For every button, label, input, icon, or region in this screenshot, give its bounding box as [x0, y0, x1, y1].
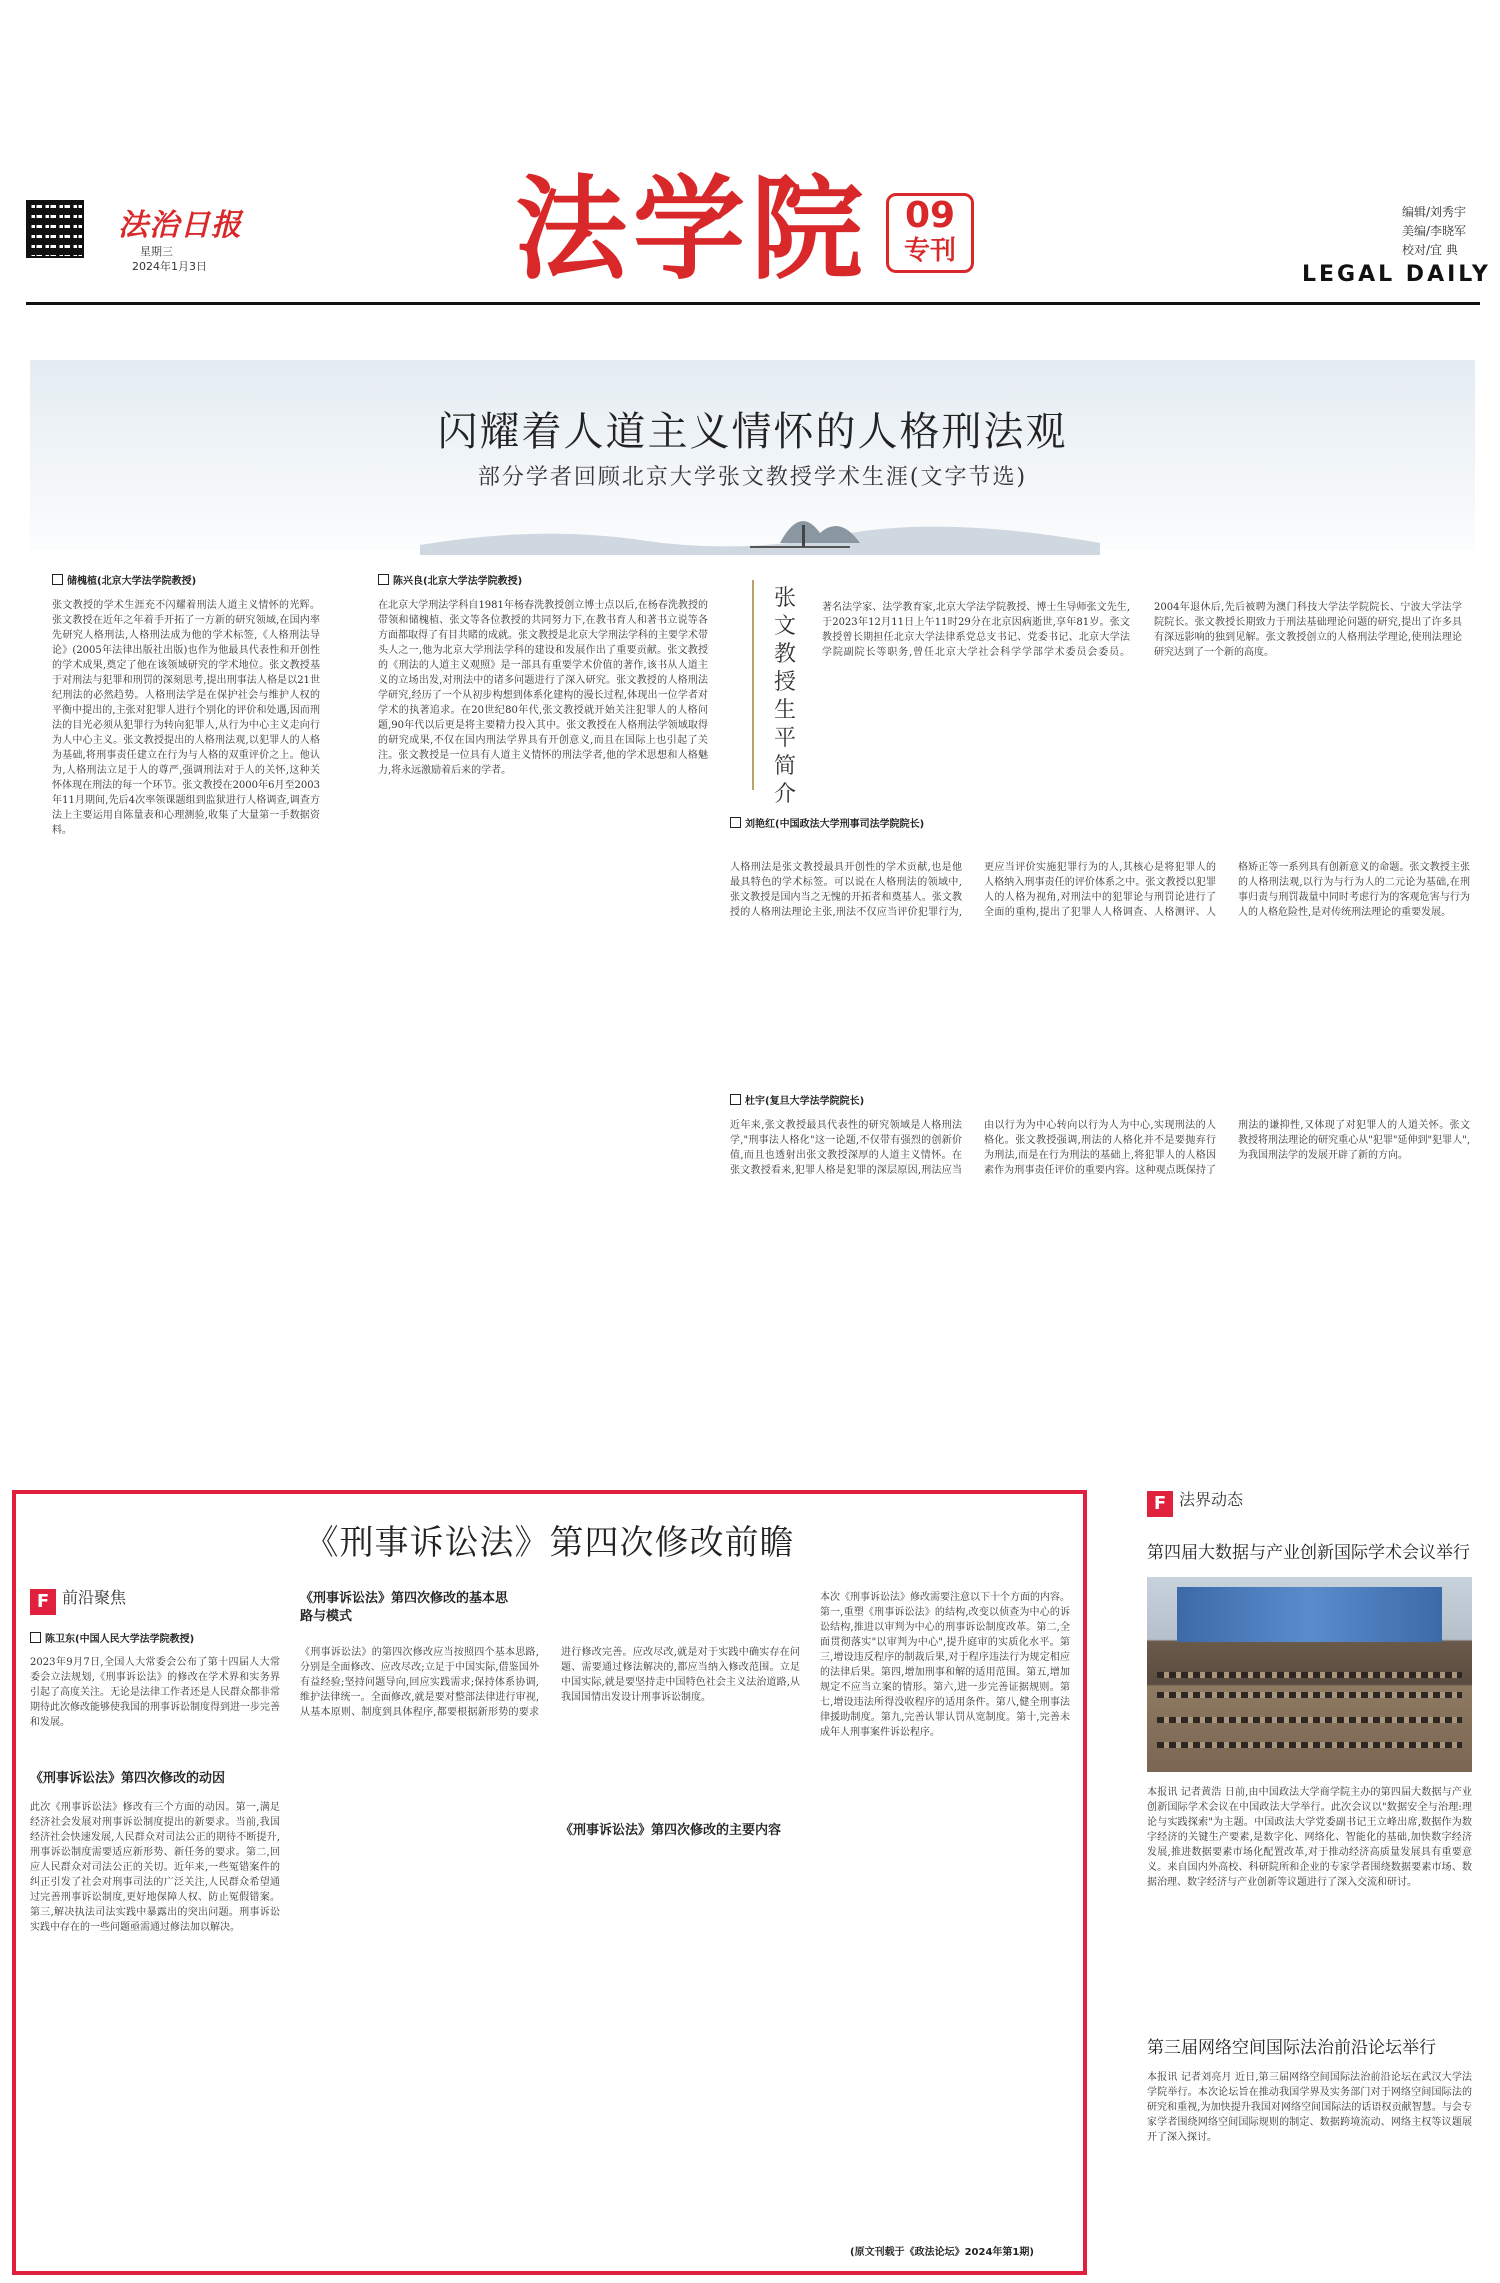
art-editor-credit: 美编/李晓军	[1402, 224, 1467, 238]
lower-article-title: 《刑事诉讼法》第四次修改前瞻	[304, 1523, 795, 1563]
byline-chu-huaizhi: 储槐植(北京大学法学院教授)	[52, 572, 196, 587]
square-bullet-icon	[52, 574, 63, 585]
editor-credit: 编辑/刘秀宇	[1402, 205, 1467, 219]
lower-text-approach: 《刑事诉讼法》的第四次修改应当按照四个基本思路,分别是全面修改、应改尽改;立足于中国实际,借鉴国外有益经验;坚持问题导向,回应实践需求;保持体系协调,维护法律统一。全面修改,就是要对整部法律进行审视,从基本原则、制度到具体程序,都要根据新形势的要求进行修改完善。应改尽改,就是对于实践中确实存在问题、需要通过修法解决的,都应当纳入修改范围。立足中国实际,就是要坚持走中国特色社会主义法治道路,从我国国情出发设计刑事诉讼制度。	[300, 1647, 800, 1718]
section-tag-frontier: F 前沿聚焦	[30, 1585, 126, 1615]
feature-title: 闪耀着人道主义情怀的人格刑法观	[437, 409, 1068, 455]
news-headline-1: 第四届大数据与产业创新国际学术会议举行	[1147, 1543, 1470, 1563]
subheading-approach: 《刑事诉讼法》第四次修改的基本思路与模式	[300, 1591, 509, 1624]
weekday: 星期三	[140, 245, 173, 258]
issue-label: 专刊	[903, 236, 956, 266]
ink-landscape-illustration	[420, 485, 1100, 555]
subheading-motivation: 《刑事诉讼法》第四次修改的动因	[30, 1771, 226, 1786]
byline-chen-xingliang: 陈兴良(北京大学法学院教授)	[378, 572, 522, 587]
issue-badge	[886, 193, 974, 273]
page-masthead: 法学院	[515, 165, 869, 295]
lower-text-content: 本次《刑事诉讼法》修改需要注意以下十个方面的内容。第一,重塑《刑事诉讼法》的结构,改变以侦查为中心的诉讼结构,推进以审判为中心的刑事诉讼制度改革。第二,全面贯彻落实"以审判为中心",提升庭审的实质化水平。第三,增设违反程序的制裁后果,对于程序违法行为规定相应的法律后果。第四,增加刑事和解的适用范围。第五,增加规定不应当立案的情形。第六,进一步完善证据规则。第七,增设违法所得没收程序的适用条件。第八,健全刑事法律援助制度。第九,完善认罪认罚从宽制度。第十,完善未成年人刑事案件诉讼程序。	[820, 1592, 1070, 1738]
square-bullet-icon	[730, 1094, 741, 1105]
article-text-col4: 近年来,张文教授最具代表性的研究领域是人格刑法学,"刑事法人格化"这一论题,不仅带有强烈的创新价值,而且也透射出张文教授深厚的人道主义情怀。在张文教授看来,犯罪人格是犯罪的深层原因,刑法应当由以行为为中心转向以行为人为中心,实现刑法的人格化。张文教授强调,刑法的人格化并不是要抛弃行为刑法,而是在行为刑法的基础上,将犯罪人的人格因素作为刑事责任评价的重要内容。这种观点既保持了刑法的谦抑性,又体现了对犯罪人的人道关怀。张文教授将刑法理论的研究重心从"犯罪"延伸到"犯罪人",为我国刑法学的发展开辟了新的方向。	[730, 1120, 1470, 1176]
news-text-1: 本报讯 记者黄浩 日前,由中国政法大学商学院主办的第四届大数据与产业创新国际学术会议在中国政法大学举行。此次会议以"数据安全与治理:理论与实践探索"为主题。中国政法大学党委副书记王立峰出席,数据作为数字经济的关键生产要素,是数字化、网络化、智能化的基础,加快数字经济发展,推进数据要素市场化配置改革,对于推动经济高质量发展具有重要意义。来自国内外高校、科研院所和企业的专家学者围绕数据要素市场、数据治理、数字经济与产业创新等议题进行了深入交流和研讨。	[1147, 1787, 1472, 1888]
header-divider	[26, 302, 1480, 305]
newspaper-logo: 法治日报	[118, 208, 242, 243]
source-note: (原文刊载于《政法论坛》2024年第1期)	[850, 2247, 1034, 2258]
news-headline-2: 第三届网络空间国际法治前沿论坛举行	[1147, 2038, 1436, 2058]
article-text-col3: 人格刑法是张文教授最具开创性的学术贡献,也是他最具特色的学术标签。可以说在人格刑法的领域中,张文教授是国内当之无愧的开拓者和奠基人。张文教授的人格刑法理论主张,刑法不仅应当评价犯罪行为,更应当评价实施犯罪行为的人,其核心是将犯罪人的人格纳入刑事责任的评价体系之中。张文教授以犯罪人的人格为视角,对刑法中的犯罪论与刑罚论进行了全面的重构,提出了犯罪人人格调查、人格测评、人格矫正等一系列具有创新意义的命题。张文教授主张的人格刑法观,以行为与行为人的二元论为基础,在刑事归责与刑罚裁量中同时考虑行为的客观危害与行为人的人格危险性,是对传统刑法理论的重要发展。	[730, 862, 1470, 918]
feature-subtitle: 部分学者回顾北京大学张文教授学术生涯(文字节选)	[477, 465, 1028, 490]
editor-credits	[1402, 203, 1466, 260]
section-flag-icon: F	[30, 1589, 56, 1615]
square-bullet-icon	[730, 817, 741, 828]
section-tag-news: F 法界动态	[1147, 1487, 1243, 1517]
square-bullet-icon	[30, 1632, 41, 1643]
bio-divider	[752, 580, 754, 790]
article-text-col1: 张文教授的学术生涯充不闪耀着刑法人道主义情怀的光辉。张文教授在近年之年着手开拓了一方新的研究领域,在国内率先研究人格刑法,人格刑法成为他的学术标签,《人格刑法导论》(2005年法律出版社出版)也作为他最具代表性和开创性的学术成果,奠定了他在该领域研究的学术地位。张文教授基于对刑法与犯罪和刑罚的深刻思考,提出刑事法人格是以21世纪刑法的必然趋势。人格刑法学是在保护社会与维护人权的平衡中提出的,主张对犯罪人进行个别化的评价和处遇,因而刑法的目光必须从犯罪行为转向犯罪人,从行为中心主义走向行为人中心主义。张文教授提出的人格刑法观,以犯罪人的人格为基础,将刑事责任建立在行为与人格的双重评价之上。他认为,人格刑法立足于人的尊严,强调刑法对于人的关怀,这种关怀体现在刑法的每一个环节。张文教授在2000年6月至2003年11月期间,先后4次率领课题组到监狱进行人格调查,调查方法上主要运用自陈量表和心理测验,收集了大量第一手数据资料。	[52, 600, 320, 836]
subheading-content: 《刑事诉讼法》第四次修改的主要内容	[560, 1823, 782, 1838]
brand-english: LEGAL DAILY	[1302, 262, 1491, 287]
news-text-2: 本报讯 记者刘亮月 近日,第三届网络空间国际法治前沿论坛在武汉大学法学院举行。本次论坛旨在推动我国学界及实务部门对于网络空间国际法的研究和重视,为加快提升我国对网络空间国际法的话语权贡献智慧。与会专家学者围绕网络空间国际规则的制定、数据跨境流动、网络主权等议题展开了深入探讨。	[1147, 2072, 1472, 2143]
square-bullet-icon	[378, 574, 389, 585]
article-text-col2: 在北京大学刑法学科自1981年杨春洗教授创立博士点以后,在杨春洗教授的带领和储槐植、张文等各位教授的共同努力下,在教书育人和著书立说等各方面都取得了有目共睹的成就。张文教授是北京大学刑法学科的主要学术带头人之一,他为北京大学刑法学科的建设和发展作出了重要贡献。张文教授的《刑法的人道主义观照》是一部具有重要学术价值的著作,该书从人道主义的立场出发,对刑法中的诸多问题进行了深入研究。张文教授的人格刑法学研究,经历了一个从初步构想到体系化建构的漫长过程,体现出一位学者对学术的执著追求。在20世纪80年代,张文教授就开始关注犯罪人的人格问题,90年代以后更是将主要精力投入其中。张文教授在人格刑法学领域取得的研究成果,不仅在国内刑法学界具有开创意义,而且在国际上也引起了关注。张文教授是一位具有人道主义情怀的刑法学者,他的学术思想和人格魅力,将永远激励着后来的学者。	[378, 600, 708, 776]
byline-chen-weidong: 陈卫东(中国人民大学法学院教授)	[30, 1630, 194, 1645]
proofreader-credit: 校对/宜 典	[1402, 243, 1458, 257]
section-flag-icon: F	[1147, 1491, 1173, 1517]
bio-text: 著名法学家、法学教育家,北京大学法学院教授、博士生导师张文先生,于2023年12月11日上午11时29分在北京因病逝世,享年81岁。张文教授曾长期担任北京大学法律系党总支书记、党委书记、北京大学法学院副院长等职务,曾任北京大学社会科学学部学术委员会委员。2004年退休后,先后被聘为澳门科技大学法学院院长、宁波大学法学院院长。张文教授长期致力于刑法基础理论问题的研究,提出了许多具有深远影响的独到见解。张文教授创立的人格刑法学理论,使刑法理论研究达到了一个新的高度。	[822, 602, 1462, 658]
lower-intro-text: 2023年9月7日,全国人大常委会公布了第十四届人大常委会立法规划,《刑事诉讼法》的修改在学术界和实务界引起了高度关注。无论是法律工作者还是人民群众都非常期待此次修改能够使我国的刑事诉讼制度得到进一步完善和发展。	[30, 1657, 280, 1728]
lower-text-motivation: 此次《刑事诉讼法》修改有三个方面的动因。第一,满足经济社会发展对刑事诉讼制度提出的新要求。当前,我国经济社会快速发展,人民群众对司法公正的期待不断提升,刑事诉讼制度需要适应新形势、新任务的要求。第二,回应人民群众对司法公正的关切。近年来,一些冤错案件的纠正引发了社会对刑事司法的广泛关注,人民群众希望通过完善刑事诉讼制度,更好地保障人权、防止冤假错案。第三,解决执法司法实践中暴露出的突出问题。刑事诉讼实践中存在的一些问题亟需通过修法加以解决。	[30, 1802, 280, 1933]
bio-heading: 张文教授生平简介	[773, 586, 796, 807]
byline-du-yu: 杜宇(复旦大学法学院院长)	[730, 1092, 864, 1107]
conference-photo	[1147, 1577, 1472, 1772]
byline-liu-yanhong: 刘艳红(中国政法大学刑事司法学院院长)	[730, 815, 1020, 830]
issue-number: 09	[904, 195, 956, 236]
qr-code	[26, 200, 84, 258]
publication-date: 2024年1月3日	[132, 260, 207, 273]
